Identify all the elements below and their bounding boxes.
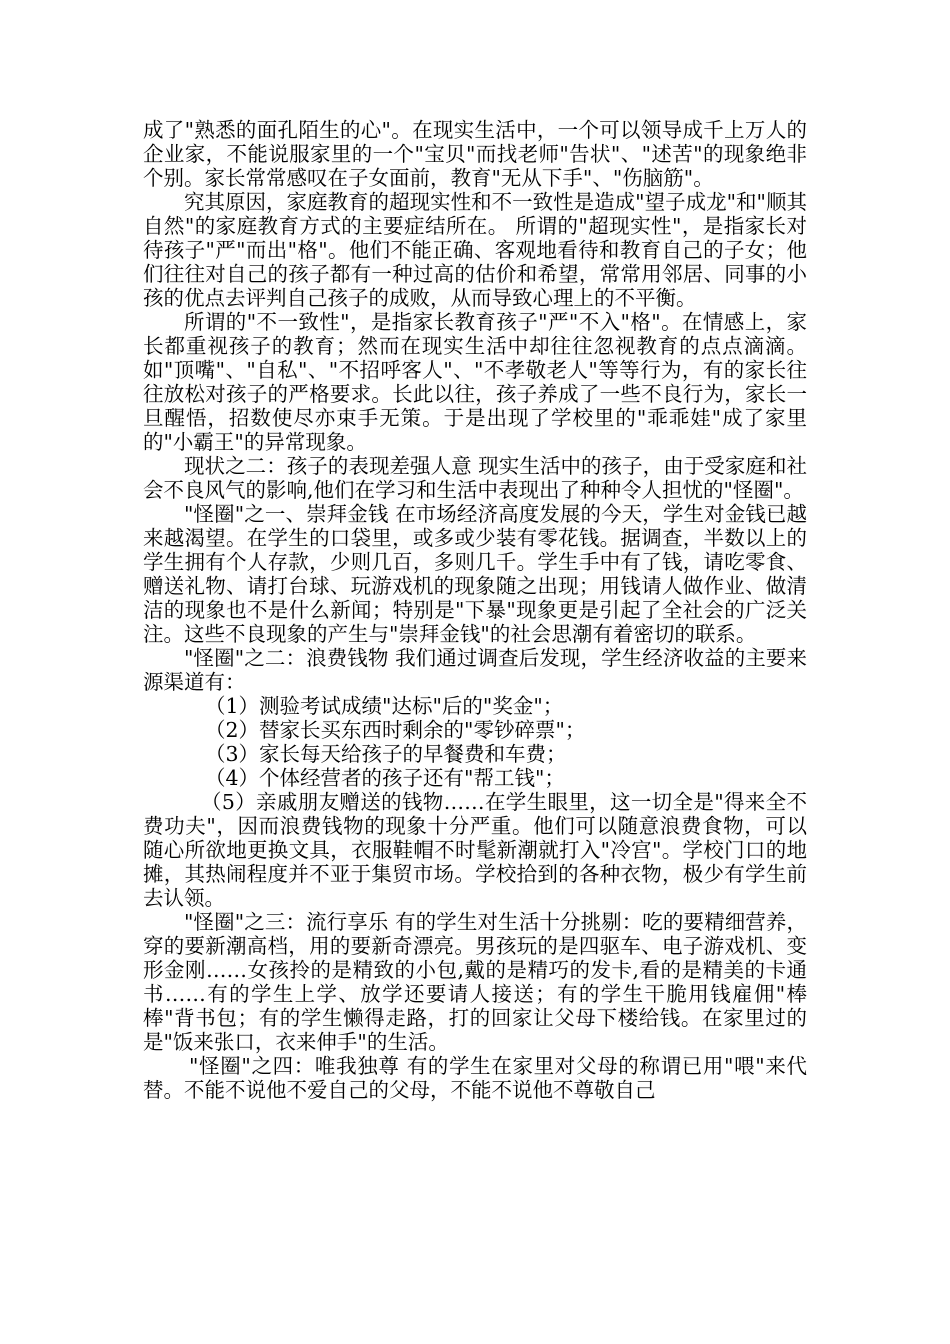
list-item: （5）亲戚朋友赠送的钱物……在学生眼里，这一切全是"得来全不费功夫"，因而浪费钱物的现象十分严重。他们可以随意浪费食物，可以随心所欲地更换文具，衣服鞋帽不时髦新潮就打入"冷宫"。学校门口的地摊，其热闹程度并不亚于集贸市场。学校拾到的各种衣物，极少有学生前去认领。 <box>143 790 807 910</box>
paragraph: "怪圈"之三：流行享乐 有的学生对生活十分挑剔：吃的要精细营养，穿的要新潮高档，用的要新奇漂亮。男孩玩的是四驱车、电子游戏机、变形金刚……女孩拎的是精致的小包,戴的是精巧的发卡,看的是精美的卡通书……有的学生上学、放学还要请人接送；有的学生干脆用钱雇佣"棒棒"背书包；有的学生懒得走路，打的回家让父母下楼给钱。在家里过的是"饭来张口，衣来伸手"的生活。 <box>143 910 807 1054</box>
paragraph: 现状之二：孩子的表现差强人意 现实生活中的孩子，由于受家庭和社会不良风气的影响,他们在学习和生活中表现出了种种令人担忧的"怪圈"。 <box>143 454 807 502</box>
paragraph: "怪圈"之一、崇拜金钱 在市场经济高度发展的今天，学生对金钱已越来越渴望。在学生的口袋里，或多或少装有零花钱。据调查，半数以上的学生拥有个人存款，少则几百，多则几千。学生手中有了钱，请吃零食、赠送礼物、请打台球、玩游戏机的现象随之出现；用钱请人做作业、做清洁的现象也不是什么新闻；特别是"下暴"现象更是引起了全社会的广泛关注。这些不良现象的产生与"崇拜金钱"的社会思潮有着密切的联系。 <box>143 502 807 646</box>
paragraph: 成了"熟悉的面孔陌生的心"。在现实生活中，一个可以领导成千上万人的企业家，不能说服家里的一个"宝贝"而找老师"告状"、"述苦"的现象绝非个别。家长常常感叹在子女面前，教育"无从下手"、"伤脑筋"。 <box>143 118 807 190</box>
body-text <box>143 118 807 1102</box>
paragraph: 所谓的"不一致性"，是指家长教育孩子"严"不入"格"。在情感上，家长都重视孩子的教育；然而在现实生活中却往往忽视教育的点点滴滴。如"顶嘴"、"自私"、"不招呼客人"、"不孝敬老人"等等行为，有的家长往往放松对孩子的严格要求。长此以往，孩子养成了一些不良行为，家长一旦醒悟，招数使尽亦束手无策。于是出现了学校里的"乖乖娃"成了家里的"小霸王"的异常现象。 <box>143 310 807 454</box>
paragraph: "怪圈"之四：唯我独尊 有的学生在家里对父母的称谓已用"喂"来代替。不能不说他不爱自己的父母，不能不说他不尊敬自己 <box>143 1054 807 1102</box>
list-item: （1）测验考试成绩"达标"后的"奖金"； <box>205 694 564 718</box>
list-item: （4）个体经营者的孩子还有"帮工钱"； <box>205 766 565 790</box>
list-item: （2）替家长买东西时剩余的"零钞碎票"； <box>205 718 586 742</box>
paragraph: "怪圈"之二：浪费钱物 我们通过调查后发现，学生经济收益的主要来源渠道有： <box>143 646 807 694</box>
list-item: （3）家长每天给孩子的早餐费和车费； <box>205 742 567 766</box>
paragraph: 究其原因，家庭教育的超现实性和不一致性是造成"望子成龙"和"顺其自然"的家庭教育方式的主要症结所在。 所谓的"超现实性"，是指家长对待孩子"严"而出"格"。他们不能正确、客观地看待和教育自己的子女；他们往往对自己的孩子都有一种过高的估价和希望，常常用邻居、同事的小孩的优点去评判自己孩子的成败，从而导致心理上的不平衡。 <box>143 190 807 310</box>
